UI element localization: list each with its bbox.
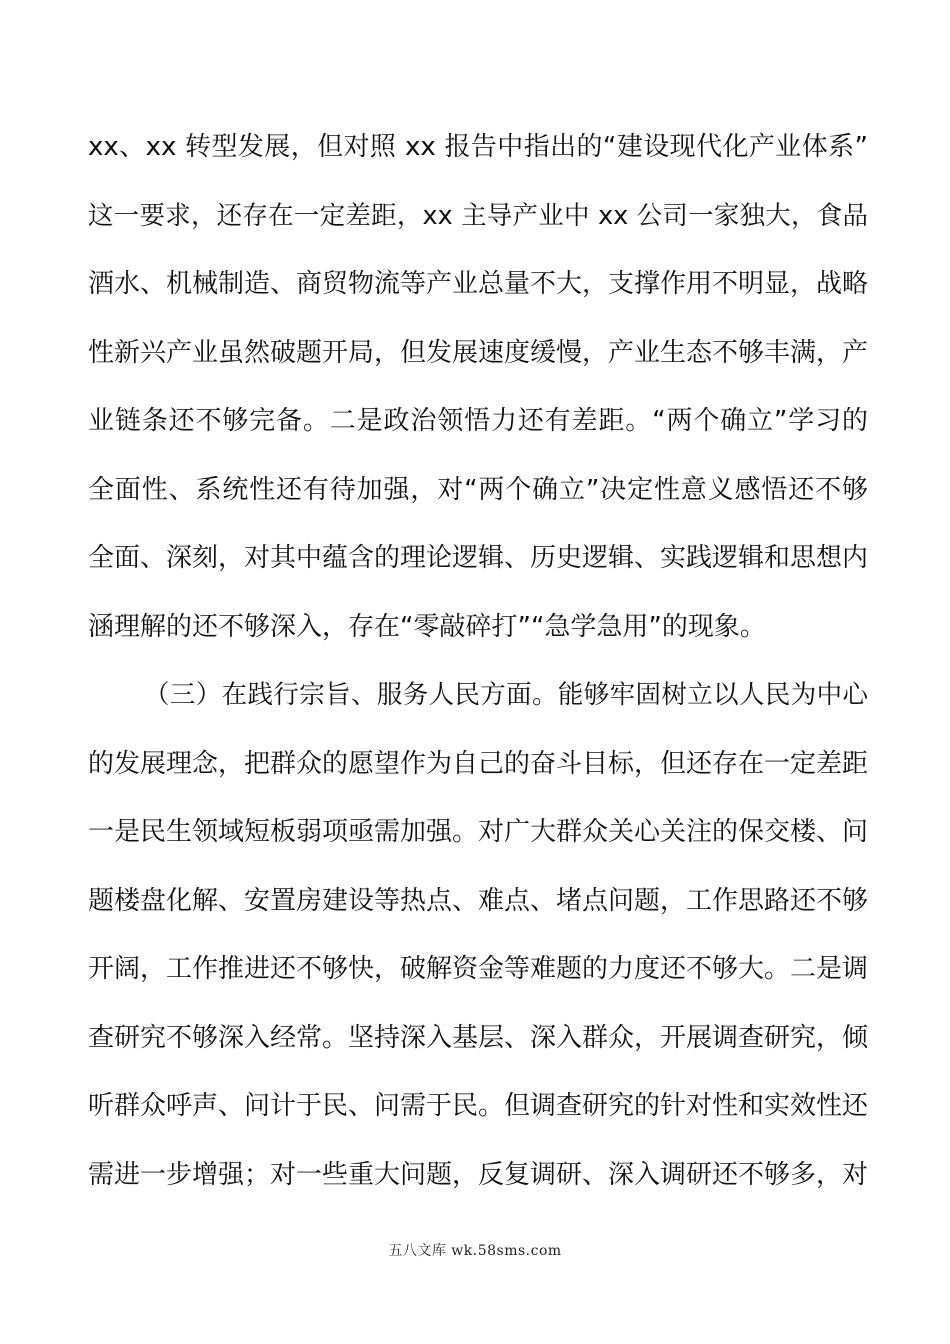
paragraph-2 — [88, 666, 868, 1214]
text-line: 一是民生领域短板弱项亟需加强。对广大群众关心关注的保交楼、问 — [88, 817, 869, 847]
text-line: xx、xx 转型发展，但对照 xx 报告中指出的“建设现代化产业体系” — [88, 132, 868, 162]
text-line: （三）在践行宗旨、服务人民方面。能够牢固树立以人民为中心 — [144, 680, 868, 710]
text-line: 全面、深刻，对其中蕴含的理论逻辑、历史逻辑、实践逻辑和思想内 — [88, 543, 869, 573]
text-line: 这一要求，还存在一定差距，xx 主导产业中 xx 公司一家独大，食品 — [88, 200, 868, 231]
text-line: 涵理解的还不够深入，存在“零敲碎打”“急学急用”的现象。 — [88, 611, 766, 642]
paragraph-1 — [88, 118, 868, 666]
text-line: 业链条还不够完备。二是政治领悟力还有差距。“两个确立”学习的 — [88, 406, 868, 436]
text-line: 需进一步增强；对一些重大问题，反复调研、深入调研还不够多，对 — [88, 1159, 869, 1190]
text-line: 查研究不够深入经常。坚持深入基层、深入群众，开展调查研究，倾 — [88, 1022, 869, 1053]
document-body — [88, 118, 868, 1214]
text-line: 开阔，工作推进还不够快，破解资金等难题的力度还不够大。二是调 — [88, 954, 869, 984]
text-line: 的发展理念，把群众的愿望作为自己的奋斗目标，但还存在一定差距 — [88, 748, 869, 779]
text-line: 听群众呼声、问计于民、问需于民。但调查研究的针对性和实效性还 — [88, 1091, 869, 1121]
text-line: 题楼盘化解、安置房建设等热点、难点、堵点问题，工作思路还不够 — [88, 885, 869, 916]
text-line: 全面性、系统性还有待加强，对“两个确立”决定性意义感悟还不够 — [88, 474, 868, 505]
text-line: 酒水、机械制造、商贸物流等产业总量不大，支撑作用不明显，战略 — [88, 269, 869, 299]
text-line: 性新兴产业虽然破题开局，但发展速度缓慢，产业生态不够丰满，产 — [88, 337, 869, 368]
page-footer: 五八文库 wk.58sms.com — [388, 1243, 562, 1259]
